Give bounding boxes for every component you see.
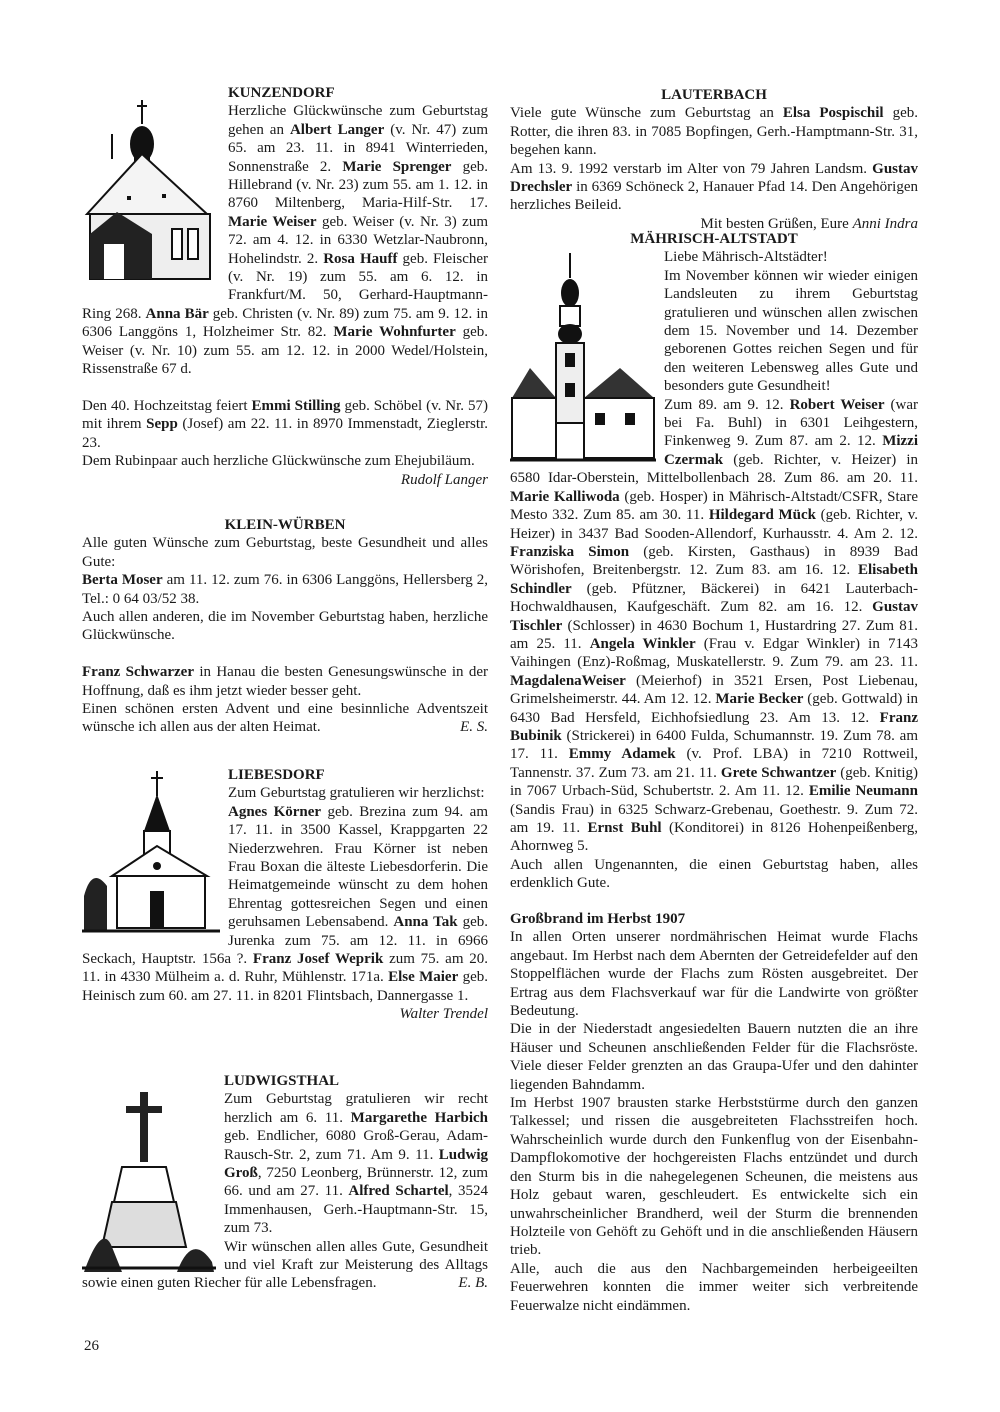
text-run: geb. Jurenka zum 75. am 12. 11. in 6966 Seckach, Hauptstr. 156a ?. [82, 914, 488, 968]
section-heading: KLEIN-WÜRBEN [224, 517, 346, 533]
paragraph [82, 571, 488, 608]
text-run: geb. Christen (v. Nr. 89) zum 75. am 9. 12. in 6306 Langgöns 1, Holzheimer Str. 82. [82, 305, 488, 341]
person-name: Emilie Neumann [808, 783, 918, 800]
page-number: 26 [84, 1338, 99, 1354]
text-run: Viele gute Wünsche zum Geburtstag an [510, 105, 783, 122]
person-name: Gustav Tischler [510, 599, 918, 634]
person-name: Albert Langer [289, 121, 385, 138]
text-run: Wir wünschen allen alles Gute, Gesundheit und viel Kraft zur Meisterung des Alltags sowie einen guten Riecher für alle Lebensfragen. [82, 1238, 488, 1292]
paragraph [510, 1020, 918, 1094]
person-name: Agnes Körner [228, 803, 322, 820]
paragraph-text [82, 701, 488, 735]
section-heading: LIEBESDORF [228, 767, 325, 783]
person-name: Gustav Drechsler [510, 160, 918, 196]
person-name: Anna Bär [145, 305, 209, 322]
text-run: geb. Weiser (v. Nr. 10) zum 55. am 12. 12. in 2000 Wedel/Holstein, Rissenstraße 67 d. [82, 324, 488, 378]
text-run: geb. Fleischer (v. Nr. 19) zum 55. am 6. 12. in Frankfurt/M. 50, Gerhard-Hauptmann-Ring 268. [82, 250, 489, 322]
text-run: zum 75. am 20. 11. in 4330 Mülheim a. d. Ruhr, Mühlenstr. 171a. [82, 951, 488, 986]
text-run: geb. Heinisch zum 60. am 27. 11. in 8201 Flintsbach, Dannergasse 1. [82, 969, 488, 1004]
paragraph [82, 608, 488, 645]
person-name: Franziska Simon [510, 543, 630, 560]
text-run: Am 13. 9. 1992 verstarb im Alter von 79 Jahren Landsm. [510, 160, 873, 177]
section-heading: LUDWIGSTHAL [224, 1073, 340, 1089]
text-run: (Strickerei) in 6400 Fulda, Schumannstr. 19. Zum 78. am 17. 11. [510, 727, 918, 763]
person-name: Ernst Buhl [587, 820, 662, 836]
person-name: Franz Bubinik [510, 709, 918, 744]
text-run: (Meierhof) in 3521 Ersen, Post Liebenau, Grimelsheimerstr. 44. Am 12. 12. [510, 672, 918, 708]
text-run: am 11. 12. zum 76. in 6306 Langgöns, Hellersberg 2, Tel.: 0 64 03/52 38. [82, 572, 488, 607]
person-name: Mizzi Czermak [664, 433, 918, 468]
text-run: Im Herbst 1907 brausten starke Herbststürme durch den ganzen Talkessel; und rissen die ausgebreiteten Flachsstreifen hoch. Wahrscheinlich wurde durch den Funkenflug von der Eisenbahn-Dampflokomotive der hochgereisten Flachs entzündet und durch den Sturm bis in die nahegelegenen Scheunen, die meistens aus Holz gebaut waren, geschleudert. Es entwickelte sich ein unwahrscheinlicher Brandherd, weil der Sturm die brennenden Holzteile von Gehöft zu Gehöft und in die anschließenden Häusern trieb. [510, 1095, 918, 1259]
person-name: Grete Schwantzer [720, 764, 837, 781]
text-run: geb. Schöbel (v. Nr. 57) mit ihrem [82, 397, 489, 433]
person-name: Emmi Stilling [251, 397, 341, 414]
person-name: Elsa Pospischil [782, 105, 884, 122]
paragraph [82, 534, 488, 571]
text-run: Zum Geburtstag gratulieren wir recht herzlich am 6. 11. [224, 1091, 488, 1126]
text-run: (geb. Gottwald) in 6430 Bad Hersfeld, Eichhofsiedlung 23. Am 13. 12. [510, 691, 918, 726]
section-heading: LAUTERBACH [661, 87, 767, 103]
person-name: Franz Josef Weprik [252, 951, 384, 968]
signature: E. B. [458, 1275, 488, 1292]
text-run: (Josef) am 22. 11. in 8970 Immenstadt, Zieglerstr. 23. [82, 416, 488, 451]
text-run: Zum Geburtstag gratulieren wir herzlichst: [228, 785, 485, 802]
person-name: Franz Schwarzer [82, 664, 194, 681]
church-illustration-liebesdorf [82, 766, 220, 936]
person-name: Marie Kalliwoda [510, 488, 620, 505]
paragraph [510, 1094, 918, 1260]
paragraph [510, 928, 918, 1020]
text-run: geb. Hillebrand (v. Nr. 23) zum 55. am 1. 12. in 8760 Miltenberg, Maria-Hilf-Str. 17. [228, 158, 488, 212]
paragraph [510, 104, 918, 159]
text-run: Herzliche Glückwünsche zum Geburtstag gehen an [228, 103, 488, 138]
paragraph [82, 452, 488, 488]
section-maehrisch-altstadt [510, 230, 918, 893]
person-name: Robert Weiser [789, 396, 885, 413]
paragraph [510, 1260, 918, 1315]
text-run: Den 40. Hochzeitstag feiert [82, 397, 252, 414]
section-klein-wuerben [82, 516, 488, 737]
text-run: (geb. Hosper) in Mährisch-Altstadt/CSFR, Stare Mesto 332. Zum 85. am 30. 11. [510, 488, 918, 524]
text-run: Im November können wir wieder einigen Landsleuten zu ihrem Geburtstag gratulieren und wünschen allen zwischen dem 15. November und 14. Dezember geborenen Gottes reichen Segen und für den weiteren Lebensweg alles Gute und besonders gute Gesundheit! [664, 267, 918, 395]
section-ludwigsthal [82, 1072, 488, 1293]
paragraph [510, 160, 918, 215]
signature: Walter Trendel [399, 1006, 488, 1023]
person-name: Marie Weiser [228, 213, 317, 230]
text-run: geb. Weiser (v. Nr. 3) zum 72. am 4. 12. in 6330 Wetzlar-Naubronn, Hohelindstr. 2. [228, 213, 488, 267]
text-run: geb. Brezina zum 94. am 17. 11. in 3500 Kassel, Krappgarten 22 Niederzwehren. Frau Körner ist neben Frau Boxan die älteste Liebesdorferin. Die Heimatgemeinde wünscht zu dem hohen Ehrentag gottesreichen Segen und einen geruhsamen Lebensabend. [228, 803, 489, 931]
person-name: Hildegard Mück [708, 507, 816, 524]
section-liebesdorf [82, 766, 488, 1024]
section-heading: KUNZENDORF [228, 85, 335, 101]
text-run: Zum 89. am 9. 12. [664, 396, 790, 413]
wayside-cross-illustration [82, 1072, 216, 1272]
person-name: Emmy Adamek [568, 746, 676, 763]
text-run: Liebe Mährisch-Altstädter! [664, 249, 828, 266]
text-run: (v. Nr. 47) zum 65. am 23. 11. in 8941 Winterrieden, Sonnenstraße 2. [228, 121, 488, 175]
text-run: Auch allen Ungenannten, die einen Geburtstag haben, alles erdenklich Gute. [510, 856, 918, 892]
paragraph-text [82, 453, 475, 469]
church-illustration-kunzendorf [82, 84, 220, 288]
section-heading: MÄHRISCH-ALTSTADT [630, 231, 798, 247]
person-name: Berta Moser [82, 572, 163, 589]
text-run: Auch allen anderen, die im November Geburtstag haben, herzliche Glückwünsche. [82, 609, 488, 644]
person-name: Marie Wohnfurter [333, 324, 456, 341]
signature: Rudolf Langer [400, 471, 488, 488]
town-church-illustration [510, 248, 656, 468]
article-heading: Großbrand im Herbst 1907 [510, 911, 686, 927]
text-run: Mit besten Grüßen, Eure [700, 215, 853, 232]
paragraph [82, 700, 488, 737]
person-name: MagdalenaWeiser [510, 672, 626, 689]
person-name: Alfred Schartel [348, 1183, 449, 1200]
person-name: Sepp [146, 416, 178, 433]
paragraph [82, 397, 488, 452]
paragraph [510, 856, 918, 893]
text-run: geb. Endlicher, 6080 Groß-Gerau, Adam-Rausch-Str. 2, zum 71. Am 9. 11. [224, 1128, 488, 1163]
text-run: (geb. Richter, v. Heizer) in 3437 Bad Sooden-Allendorf, Kurhausstr. 4. Am 2. 12. [510, 507, 918, 542]
text-run: Dem Rubinpaar auch herzliche Glückwünsche zum Ehejubiläum. [82, 453, 475, 470]
text-run: Alle guten Wünsche zum Geburtstag, beste Gesundheit und alles Gute: [82, 535, 488, 570]
text-run: (geb. Pfützner, Bäckerei) in 6421 Lauterbach-Hochwaldhausen, Kaufgeschäft. Zum 82. am 16. 12. [510, 580, 918, 616]
text-run: , 7250 Leonberg, Brünnerstr. 12, zum 66. und am 27. 11. [224, 1165, 488, 1200]
person-name: Anna Tak [393, 914, 458, 931]
text-run: (geb. Knitig) in 7067 Urbach-Süd, Schubertstr. 2. Am 11. 12. [510, 764, 919, 800]
text-run: (v. Prof. LBA) in 7210 Rottweil, Tannenstr. 37. Zum 73. am 21. 11. [510, 746, 918, 781]
text-run: Alle, auch die aus den Nachbargemeinden herbeigeeilten Feuerwehren konnten die immer weiter sich verbreitende Feuerwalze nicht eindämmen. [510, 1260, 918, 1314]
person-name: Marie Sprenger [342, 158, 452, 175]
text-run: (war bei Fa. Buhl) in 6301 Leihgestern, Finkenweg 9. Zum 87. am 2. 12. [664, 396, 918, 450]
person-name: Angela Winkler [589, 635, 696, 652]
person-name: Elisabeth Schindler [510, 562, 918, 597]
text-run: (Sandis Frau) in 6325 Schwarz-Grebenau, Goethestr. 9. Zum 72. am 19. 11. [510, 801, 918, 836]
text-run: geb. Rotter, die ihren 83. in 7085 Bopfingen, Gerh.-Hamptmann-Str. 31, begehen kann. [510, 105, 918, 159]
person-name: Margarethe Harbich [350, 1109, 488, 1126]
text-run: Die in der Niederstadt angesiedelten Bauern nutzten die an ihre Häuser und Scheunen anschließenden Felder für die Flachsröste. Viele dieser Felder grenzten an das Graupa-Ufer und den dahinter liegenden Bahndamm. [510, 1021, 918, 1093]
text-run: (Konditorei) in 8126 Hohenpeißenberg, Ahornweg 5. [510, 820, 918, 855]
section-lauterbach [510, 86, 918, 233]
text-run: , 3524 Immenhausen, Gerh.-Hauptmann-Str. 15, zum 73. [224, 1183, 488, 1237]
person-name: Marie Becker [715, 691, 804, 708]
text-run: (Schlosser) in 4630 Bochum 1, Hustardring 27. Zum 81. am 25. 11. [510, 617, 918, 652]
person-name: Else Maier [388, 969, 459, 986]
text-run: in Hanau die besten Genesungswünsche in der Hoffnung, daß es ihm jetzt wieder besser geht. [82, 664, 488, 699]
section-grossbrand [510, 910, 918, 1315]
text-run: in 6369 Schöneck 2, Hanauer Pfad 14. Den Angehörigen herzliches Beileid. [510, 179, 918, 214]
signature-name: Anni Indra [852, 215, 918, 232]
signature: E. S. [460, 719, 488, 736]
text-run: (geb. Richter, v. Heizer) in 6580 Idar-Oberstein, Mittelbollenbach 28. Zum 86. am 20. 11. [510, 451, 918, 487]
person-name: Rosa Hauff [323, 250, 398, 267]
person-name: Ludwig Groß [224, 1146, 488, 1182]
text-run: (geb. Kirsten, Gasthaus) in 8939 Bad Wörishofen, Breitenbergstr. 12. Zum 83. am 16. 12. [510, 543, 918, 579]
paragraph [82, 663, 488, 700]
text-run: (Frau v. Edgar Winkler) in 7143 Vaihingen (Enz)-Roßmag, Muskatellerstr. 9. Zum 79. am 23. 11. [510, 635, 918, 671]
text-run: In allen Orten unserer nordmährischen Heimat wurde Flachs angebaut. Im Herbst nach dem Abernten der Getreidefelder auf den Stoppelflächen wurde der Flachs zum Rösten ausgebreitet. Der Ertrag aus dem Flachsverkauf war für die Landwirte von größter Bedeutung. [510, 929, 918, 1020]
section-kunzendorf [82, 84, 488, 489]
text-run: Einen schönen ersten Advent und eine besinnliche Adventszeit wünsche ich allen aus der alten Heimat. [82, 701, 488, 736]
